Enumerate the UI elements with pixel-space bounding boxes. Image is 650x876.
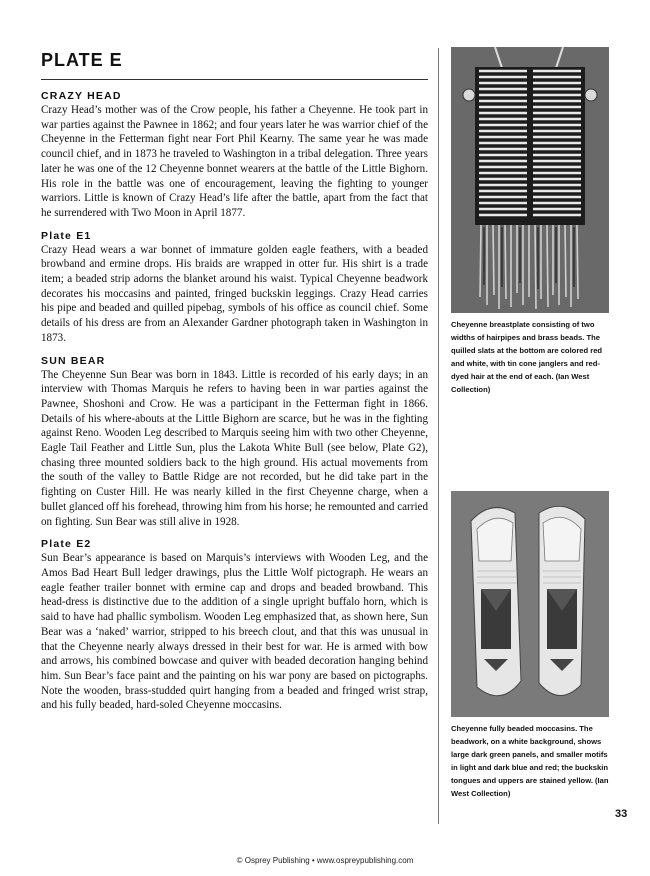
crazy-head-text: Crazy Head’s mother was of the Crow people, his father a Cheyenne. He took part in war parties against the Pawnee in 1862; and four years later he was warrior chief of the Cheyenne in the Fetterman fight near Fort Phil Kearny. The same year he was made council chief, and in 1873 he traveled to Washington in a tribal delegation. Three years later he was one of the 12 Cheyenne bonnet wearers at the battle of the Little Bighorn. His role in the battle was one of encouragement, leaving the fighting to younger warriors. Little is known of Crazy Head’s life after the battle, apart from the fact that he surrendered with Two Moon in April 1877. [41, 104, 428, 219]
moccasins-caption: Cheyenne fully beaded moccasins. The beadwork, on a white background, shows large dark green panels, and smaller motifs in light and dark blue and red; the buckskin tongues and uppers are stained yellow. (Ian West Collection) [451, 724, 609, 798]
sidebar-divider [438, 48, 439, 824]
sun-bear-text: The Cheyenne Sun Bear was born in 1843. Little is recorded of his early days; in an interview with Thomas Marquis he refers to having been in war parties against the Pawnee, Shoshoni and Crow. He was a participant in the Fetterman fight in 1866. Details of his where-abouts at the Little Bighorn are scarce, but he was in the fighting against Reno. Wooden Leg described to Marquis seeing him with two other Cheyenne, Eagle Tail Feather and Little Sun, plus the Lakota White Bull (see below, Plate G2), chasing three mounted soldiers back to the high ground. His actual movements from the south of the valley to Battle Ridge are not recorded, but he did take part in the fighting on Custer Hill. He was nearly killed in the first Cheyenne charge, when a bullet glanced off his forehead, throwing him from his horse; he remounted and carried on fighting. Sun Bear was still alive in 1928. [41, 368, 428, 528]
crazy-head-heading: CRAZY HEAD [41, 90, 122, 102]
plate-e2-heading: Plate E2 [41, 538, 92, 551]
plate-e2-text: Sun Bear’s appearance is based on Marquis’s interviews with Wooden Leg, and the Amos Bad Heart Bull ledger drawings, plus the Little Wolf pictograph. He wears an eagle feather trailer bonnet with ermine cap and drops and beaded browband. This head-dress is distinctive due to the addition of a single upright buffalo horn, which is said to have had phallic symbolism. Wooden Leg emphasized that, as shown here, Sun Bear was a ‘naked’ warrior, stripped to his breech clout, and that this was unusual in that the Cheyenne nearly always dressed in their best for war. He is armed with bow and arrows, his combined bowcase and quiver with beaded decoration hanging behind him. Sun Bear’s face paint and the painting on his war pony are based on pictographs. Note the wooden, brass-studded quirt hanging from a beaded and fringed wrist strap, and his fully beaded, hard-soled Cheyenne moccasins. [41, 552, 428, 712]
main-column [41, 48, 428, 713]
title-rule [41, 79, 428, 80]
page-number: 33 [615, 808, 628, 820]
plate-e1-text: Crazy Head wears a war bonnet of immature golden eagle feathers, with a beaded browband and ermine drops. His braids are wrapped in otter fur. His shirt is a trade item; a beaded strip adorns the blanket around his waist. Typical Cheyenne beadwork decorates his moccasins and painted, fringed buckskin leggings. Crazy Head carries his pipe and beaded and quilled pipebag, symbols of his office as council chief. Some details of his dress are from an Alexander Gardner photograph taken in Washington in 1873. [41, 243, 428, 344]
plate-title: PLATE E [41, 50, 123, 70]
plate-e1-heading: Plate E1 [41, 229, 92, 242]
breastplate-photo [451, 47, 609, 313]
footer-credit: © Osprey Publishing • www.ospreypublishing.com [236, 856, 414, 865]
breastplate-caption: Cheyenne breastplate consisting of two widths of hairpipes and brass beads. The quilled slats at the bottom are colored red and white, with tin cone janglers and red-dyed hair at the end of each. (Ian West Collection) [451, 320, 603, 394]
moccasins-photo [451, 491, 609, 717]
sun-bear-heading: SUN BEAR [41, 354, 106, 367]
